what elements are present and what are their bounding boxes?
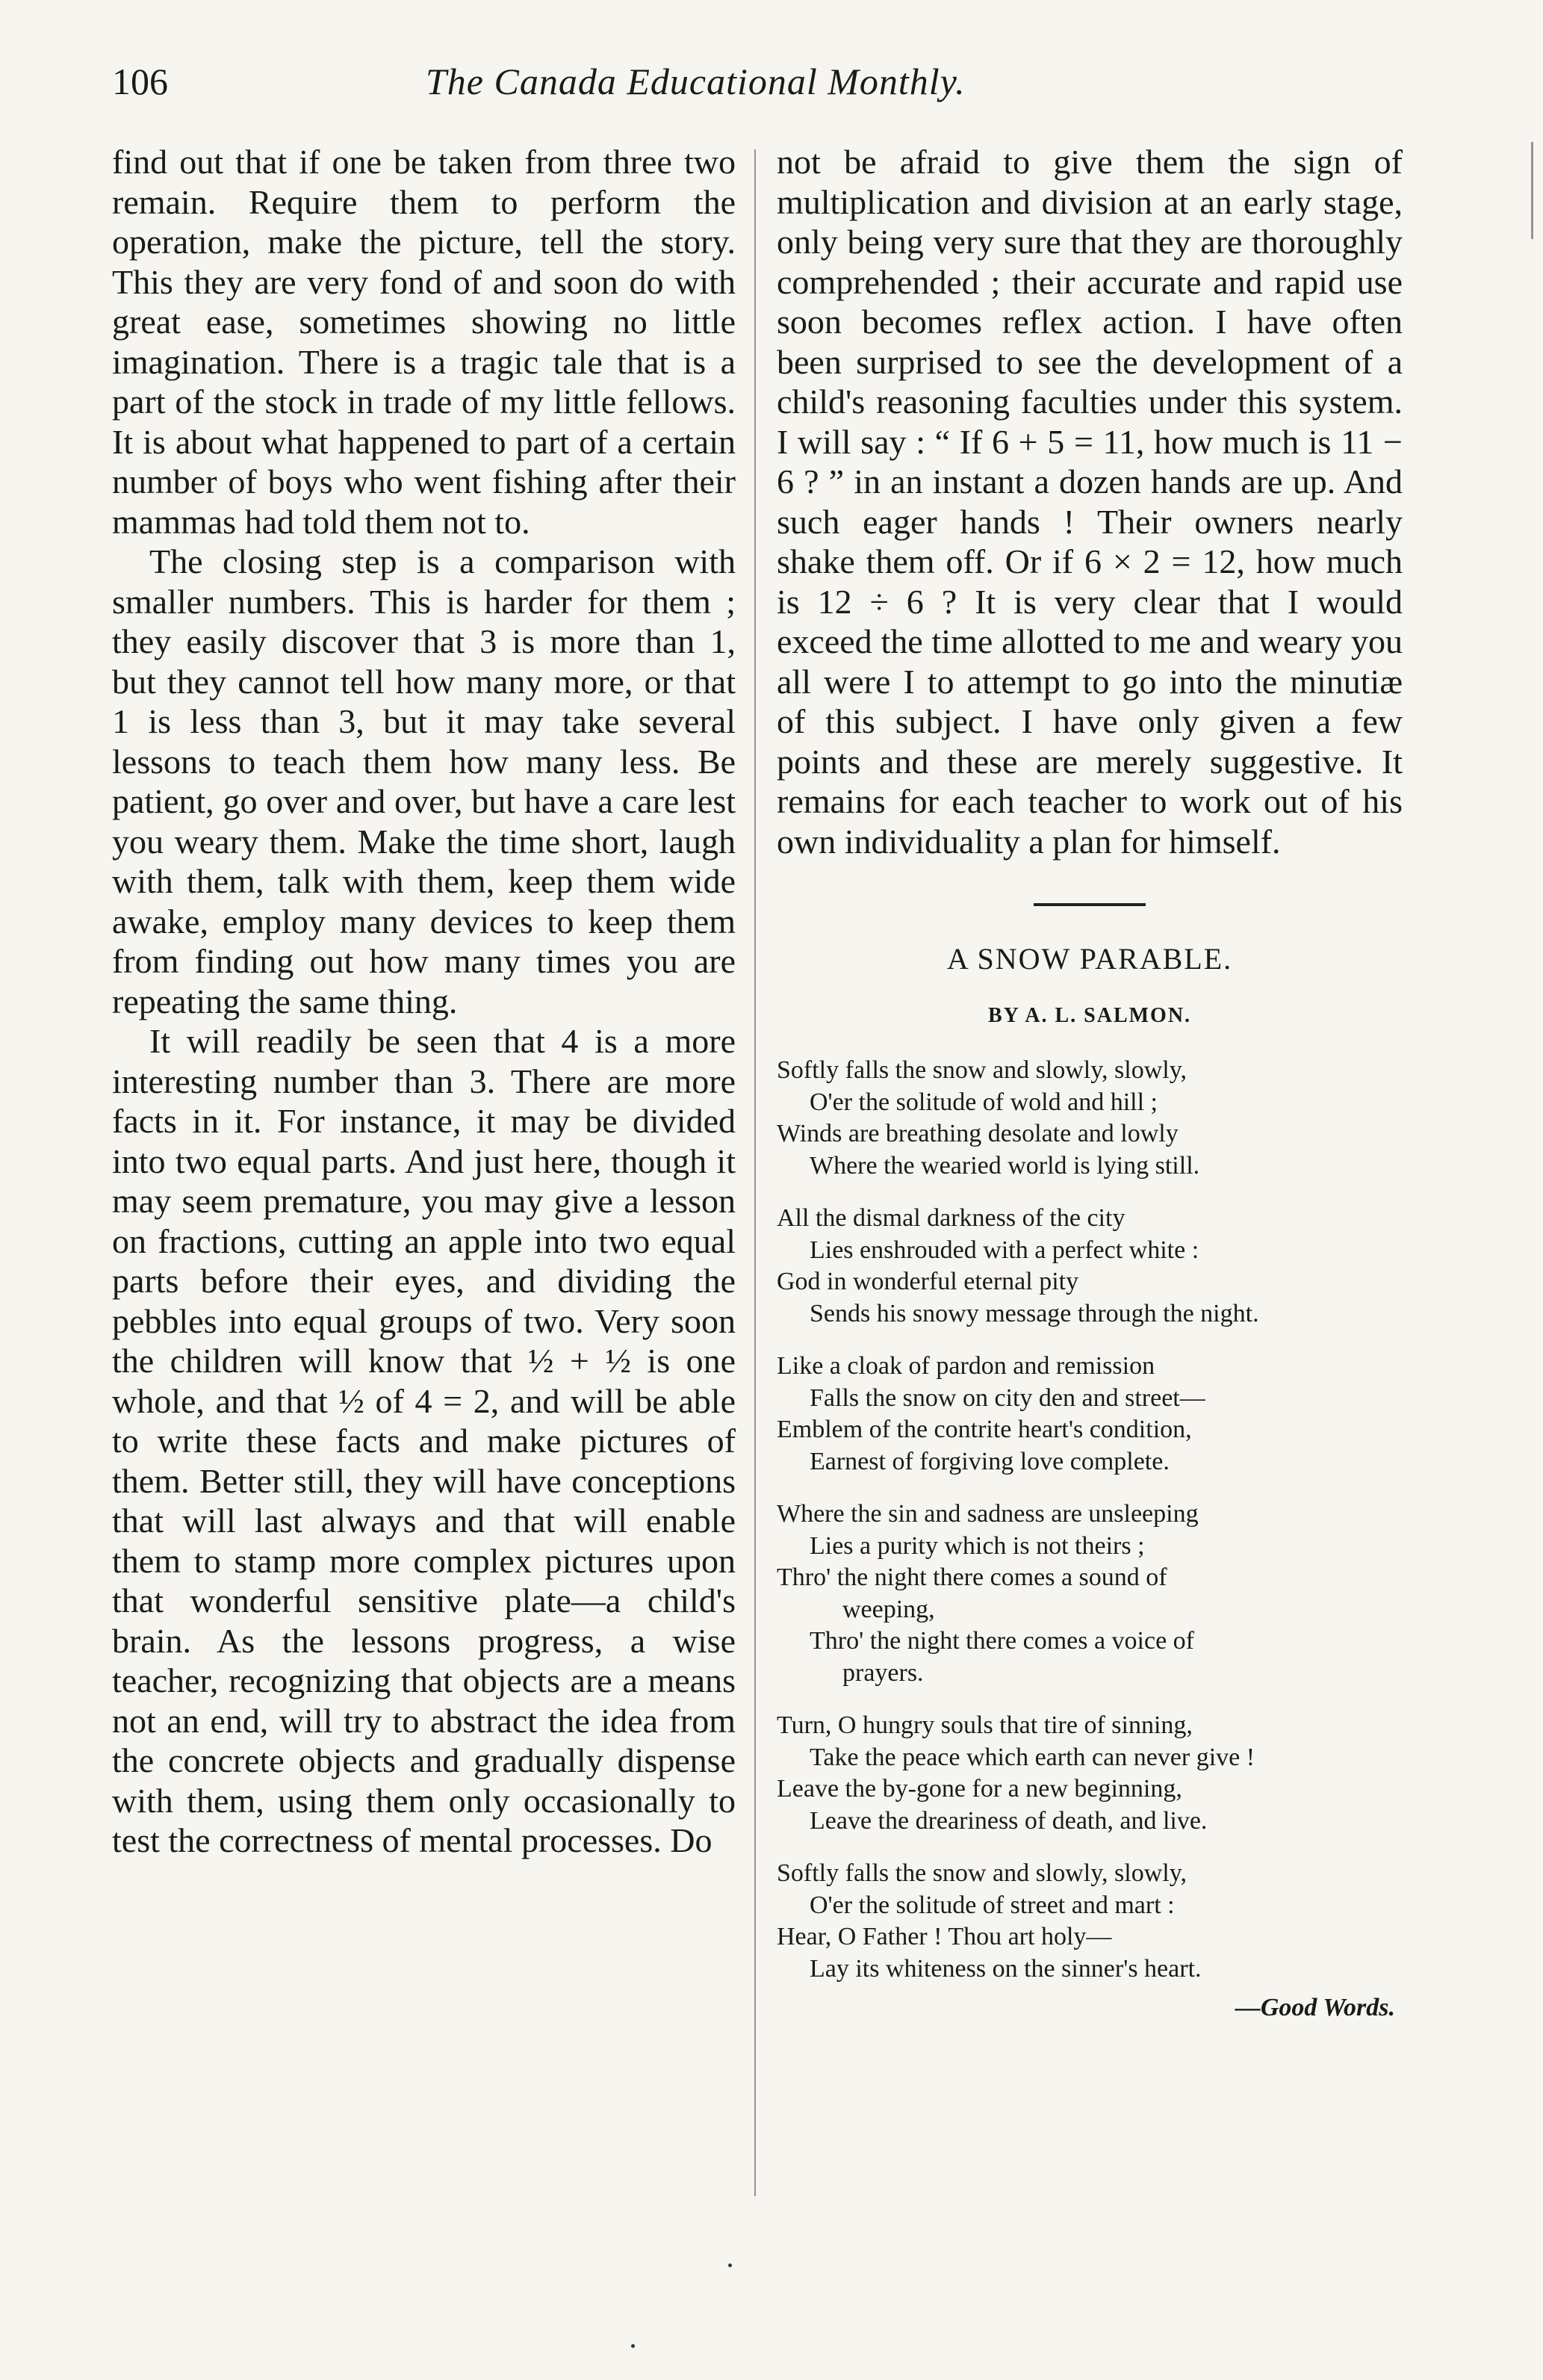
poem-line: Winds are breathing desolate and lowly (777, 1120, 1179, 1147)
poem-title: A SNOW PARABLE. (946, 942, 1233, 976)
poem-line: Softly falls the snow and slowly, slowly, (777, 1859, 1187, 1887)
journal-title: The Canada Educational Monthly. (426, 61, 966, 102)
stray-dot (728, 2263, 732, 2267)
poem-line: Leave the by-gone for a new beginning, (777, 1775, 1182, 1803)
poem-line: Where the sin and sadness are unsleeping (777, 1500, 1199, 1528)
paragraph: The closing step is a comparison with smaller numbers. This is harder for them ; they easily discover that 3 is more than 1, but they cannot tell how many more, or that 1 is less than 3, but it may take several lessons to teach them how many less. Be patient, go over and over, but have a care lest you weary them. Make the time short, laugh with them, talk with them, keep them wide awake, employ many devices to keep them from finding out how many times you are repeating the same thing. (112, 542, 736, 1020)
poem-stanza (777, 1710, 1403, 1837)
poem-byline: BY A. L. SALMON. (987, 1003, 1192, 1027)
column-divider (754, 149, 756, 2196)
poem-stanza (777, 1858, 1403, 1985)
poem-line: weeping, (842, 1595, 935, 1623)
poem-line: Emblem of the contrite heart's condition, (777, 1416, 1192, 1443)
edge-mark (1531, 142, 1533, 239)
poem-line: O'er the solitude of wold and hill ; (810, 1088, 1158, 1116)
poem-line: Softly falls the snow and slowly, slowly, (777, 1056, 1187, 1084)
running-head (112, 60, 1113, 120)
poem-line: Falls the snow on city den and street— (810, 1383, 1205, 1412)
poem-stanza (777, 1351, 1403, 1478)
poem-line: O'er the solitude of street and mart : (810, 1891, 1175, 1919)
poem-line: Thro' the night there comes a sound of (777, 1564, 1167, 1591)
poem-line: God in wonderful eternal pity (777, 1268, 1079, 1295)
poem-line: Take the peace which earth can never give ! (810, 1743, 1255, 1771)
poem-line: Where the wearied world is lying still. (810, 1151, 1200, 1180)
poem-line: Lies enshrouded with a perfect white : (810, 1236, 1199, 1264)
poem-line: Earnest of forgiving love complete. (810, 1447, 1170, 1475)
paragraph: find out that if one be taken from three two remain. Require them to perform the operation, make the picture, tell the story. This they are very fond of and soon do with great ease, sometimes showing no little imagination. There is a tragic tale that is a part of the stock in trade of my little fellows. It is about what happened to part of a certain number of boys who went fishing after their mammas had told them not to. (112, 143, 736, 541)
poem-line: Thro' the night there comes a voice of (810, 1627, 1194, 1655)
page-number: 106 (112, 61, 168, 102)
stray-dot (631, 2344, 635, 2348)
poem-line: prayers. (842, 1658, 924, 1687)
poem-stanza (777, 1203, 1403, 1330)
paragraph: It will readily be seen that 4 is a more interesting number than 3. There are more facts in it. For instance, it may be divided into two equal parts. And just here, though it may seem premature, you may give a lesson on fractions, cutting an apple into two equal parts before their eyes, and dividing the pebbles into equal groups of two. Very soon the children will know that ½ + ½ is one whole, and that ½ of 4 = 2, and will be able to write these facts and make pictures of them. Better still, they will have conceptions that will last always and that will enable them to stamp more complex pictures upon that wonderful sensitive plate—a child's brain. As the lessons progress, a wise teacher, recognizing that objects are a means not an end, will try to abstract the idea from the concrete objects and gradually dispense with them, using them only occasionally to test the correctness of mental processes. Do (112, 1022, 736, 1859)
poem-line: Leave the dreariness of death, and live. (810, 1806, 1208, 1835)
poem-line: Lies a purity which is not theirs ; (810, 1531, 1145, 1560)
poem-line: Like a cloak of pardon and remission (777, 1352, 1155, 1380)
poem-stanza (777, 1055, 1403, 1182)
poem-line: Hear, O Father ! Thou art holy— (777, 1923, 1112, 1950)
right-column (777, 142, 1403, 2028)
poem-attribution: —Good Words. (1235, 1994, 1395, 2021)
poem-line: Turn, O hungry souls that tire of sinning, (777, 1711, 1193, 1739)
poem-line: All the dismal darkness of the city (777, 1204, 1126, 1232)
poem-line: Lay its whiteness on the sinner's heart. (810, 1954, 1202, 1983)
paragraph: not be afraid to give them the sign of multiplication and division at an early stage, only being very sure that they are thoroughly comprehended ; their accurate and rapid use soon becomes reflex action. I have often been surprised to see the development of a child's reasoning faculties under this system. I will say : “ If 6 + 5 = 11, how much is 11 − 6 ? ” in an instant a dozen hands are up. And such eager hands ! Their owners nearly shake them off. Or if 6 × 2 = 12, how much is 12 ÷ 6 ? It is very clear that I would exceed the time allotted to me and weary you all were I to attempt to go into the minutiæ of this subject. I have only given a few points and these are merely suggestive. It remains for each teacher to work out of his own individuality a plan for himself. (777, 143, 1403, 861)
poem-line: Sends his snowy message through the night. (810, 1299, 1259, 1327)
left-column (112, 142, 736, 1861)
section-rule (1034, 903, 1146, 906)
poem-stanza (777, 1499, 1403, 1689)
